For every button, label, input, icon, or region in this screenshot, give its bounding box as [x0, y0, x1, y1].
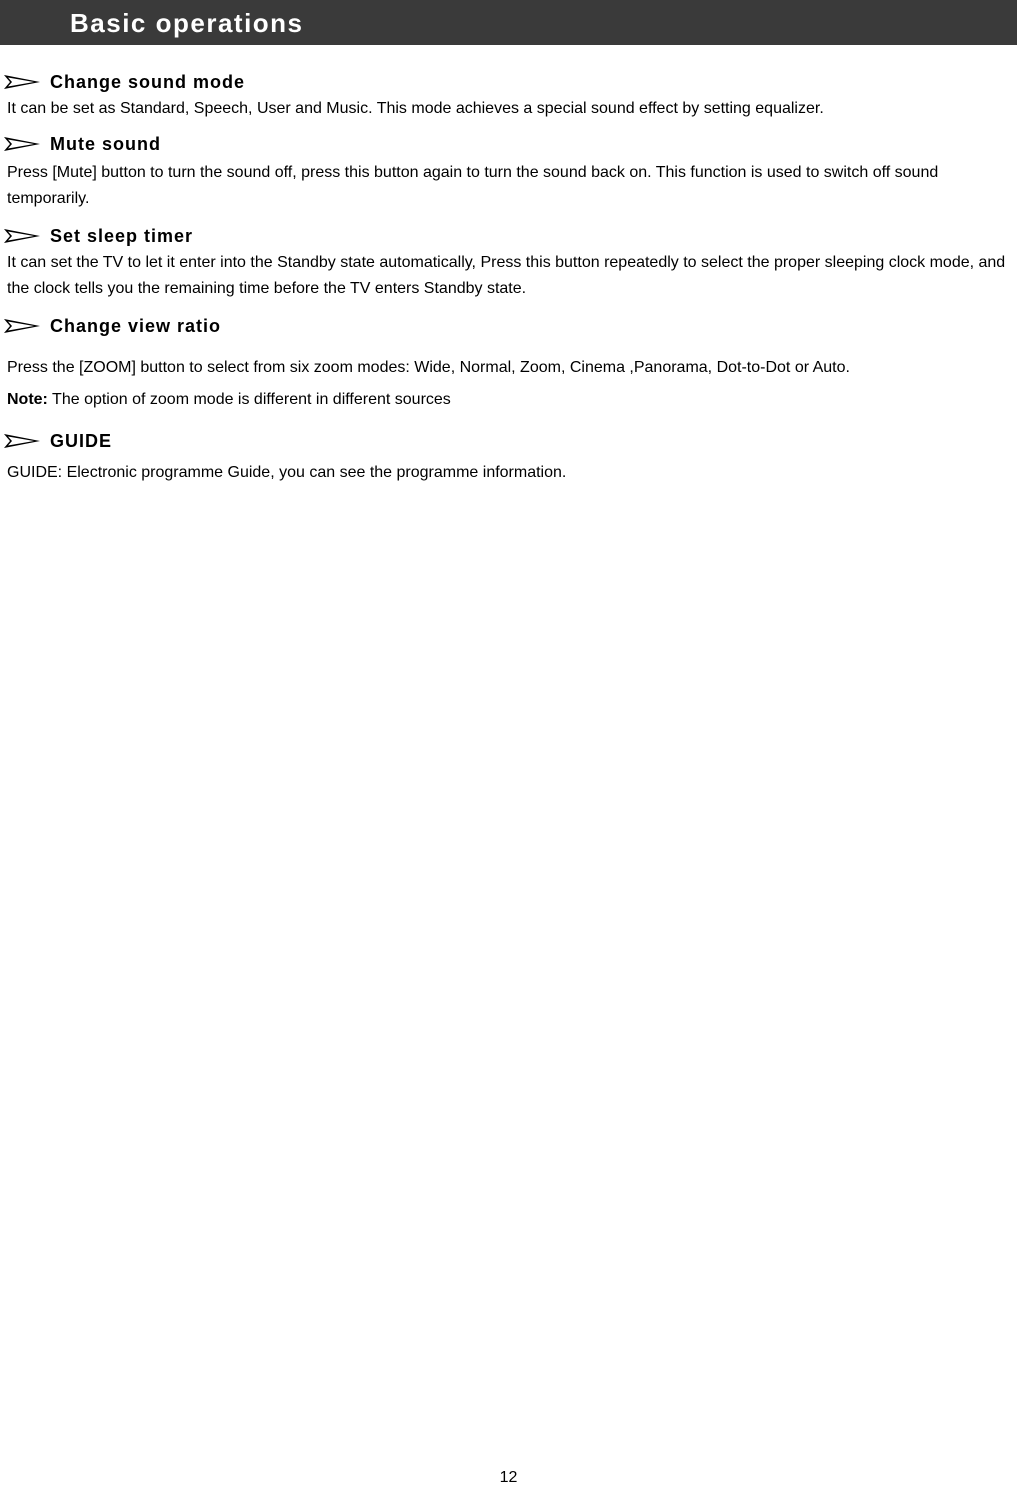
section-heading-guide [4, 428, 112, 454]
section-heading-sleep-timer [4, 223, 193, 249]
section-heading-sound-mode [4, 69, 245, 95]
section-heading-mute-sound [4, 131, 161, 157]
section-heading-text: Mute sound [50, 133, 161, 154]
header-bar [0, 0, 1017, 45]
arrow-icon [4, 434, 40, 448]
arrow-icon [4, 137, 40, 151]
section-heading-text: GUIDE [50, 430, 113, 451]
section-heading-text: Change view ratio [50, 315, 222, 336]
section-body-sleep-timer: It can set the TV to let it enter into the Standby state automatically, Press this button repeatedly to select the proper sleeping clock mode, and the clock tells you the remaining time before the TV enters Standby state. [7, 254, 1006, 297]
page-title: Basic operations [70, 8, 304, 38]
section-heading-text: Set sleep timer [50, 225, 194, 246]
section-body-sound-mode: It can be set as Standard, Speech, User and Music. This mode achieves a special sound effect by setting equalizer. [7, 100, 824, 117]
arrow-icon [4, 75, 40, 89]
note-text: The option of zoom mode is different in different sources [47, 391, 451, 408]
section-heading-view-ratio [4, 313, 221, 339]
arrow-icon [4, 319, 40, 333]
section-body-guide: GUIDE: Electronic programme Guide, you can see the programme information. [7, 464, 567, 481]
section-body-view-ratio: Press the [ZOOM] button to select from six zoom modes: Wide, Normal, Zoom, Cinema ,Panorama, Dot-to-Dot or Auto. [7, 359, 850, 376]
note-label: Note: [7, 391, 48, 408]
section-heading-text: Change sound mode [50, 71, 246, 92]
arrow-icon [4, 229, 40, 243]
section-body-mute-sound: Press [Mute] button to turn the sound off, press this button again to turn the sound back on. This function is used to switch off sound temporarily. [7, 164, 939, 207]
zoom-note [7, 387, 1007, 413]
page-number: 12 [499, 1469, 518, 1486]
